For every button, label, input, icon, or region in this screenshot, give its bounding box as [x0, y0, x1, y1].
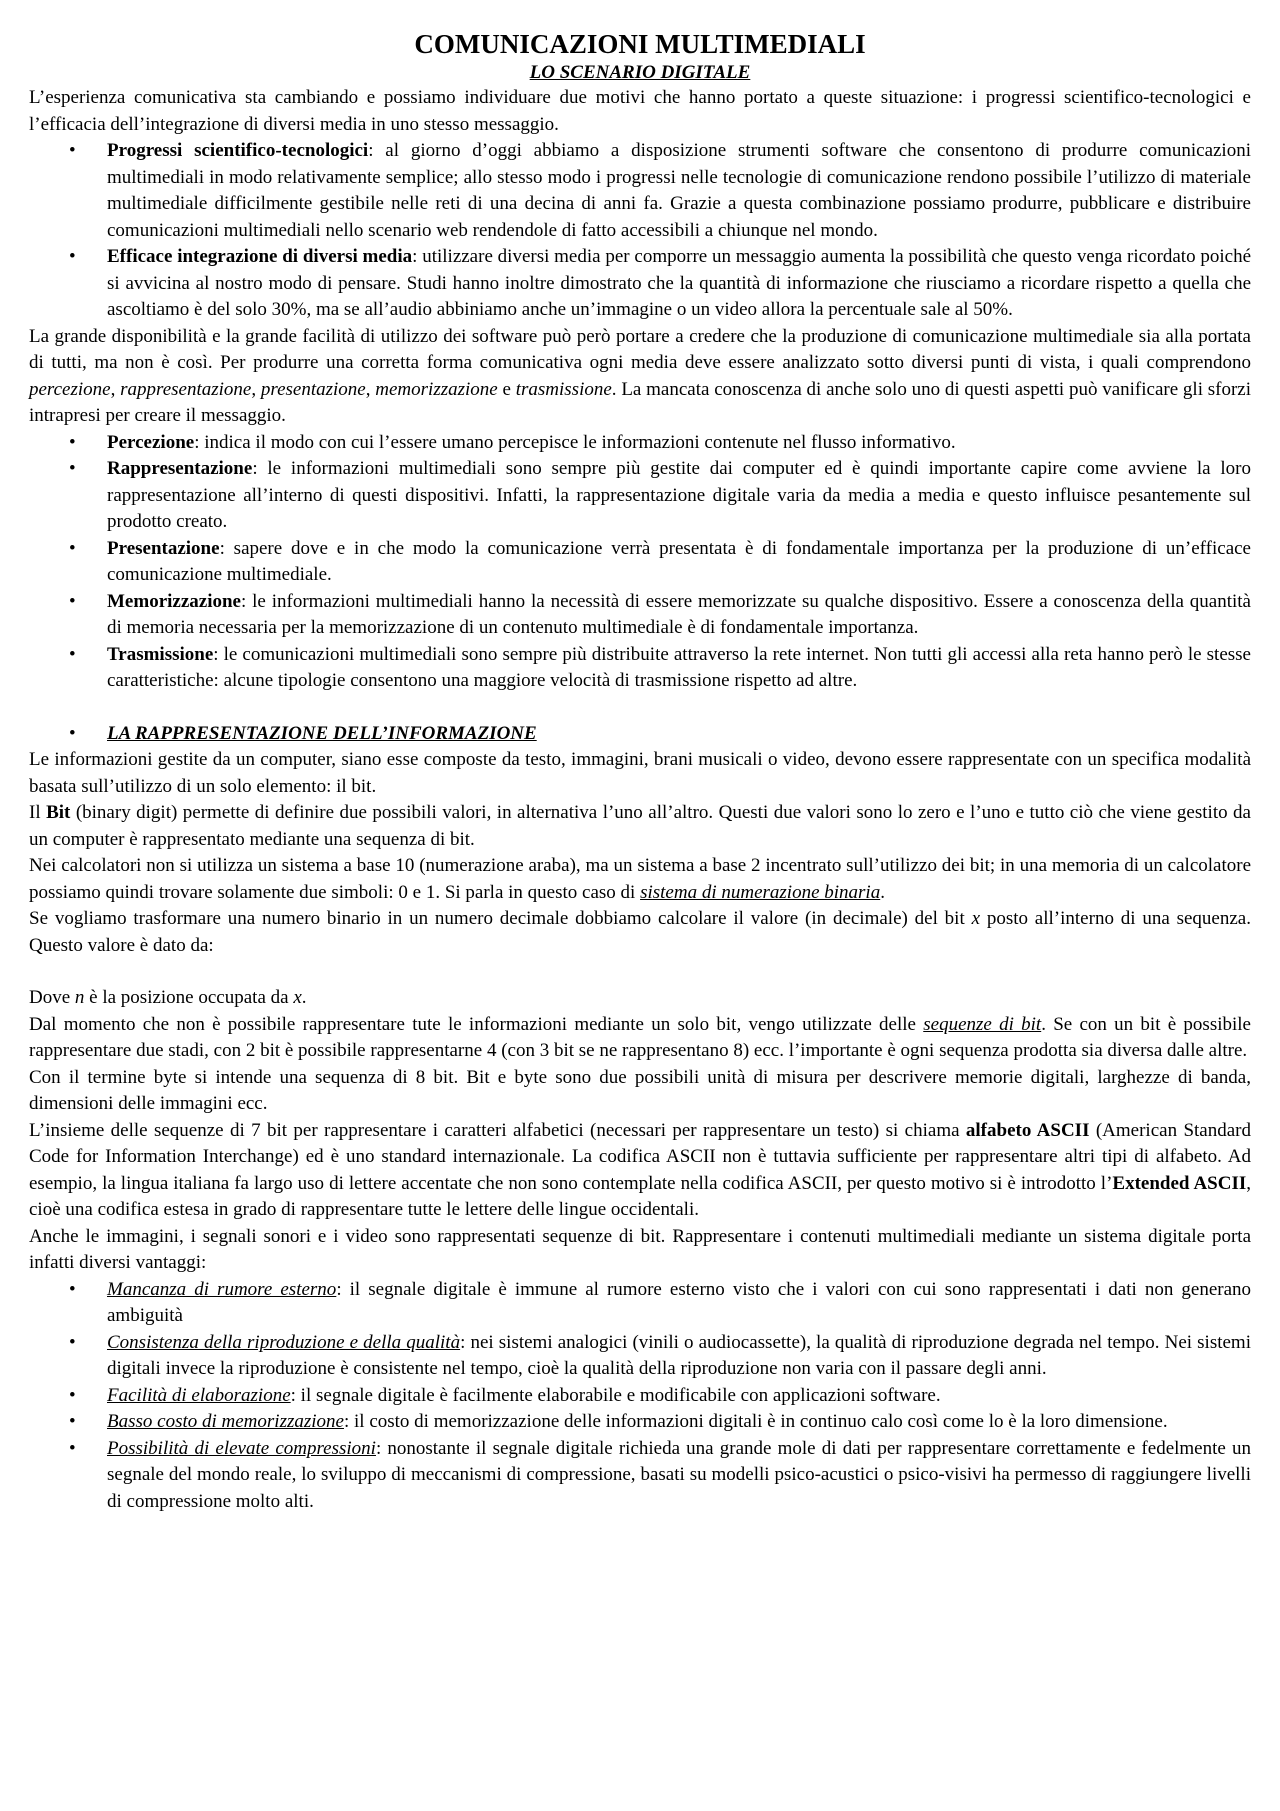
list-item-term: Possibilità di elevate compressioni	[107, 1437, 376, 1459]
advantages-intro-paragraph: Anche le immagini, i segnali sonori e i video sono rappresentati sequenze di bit. Rappresentare i contenuti multimediali mediante un sistema digitale porta infatti diversi vantaggi:	[29, 1225, 1251, 1273]
list-item-term: Facilità di elaborazione	[107, 1384, 291, 1406]
list-item-text: : le informazioni multimediali sono sempre più gestite dai computer ed è quindi importante capire come avviene la loro rappresentazione all’interno di questi dispositivi. Infatti, la rappresentazione digitale varia da media a media e questo influisce pesantemente sul prodotto creato.	[107, 458, 1251, 532]
list-item-term: Percezione	[107, 431, 195, 453]
list-item-text: : nei sistemi analogici (vinili o audiocassette), la qualità di riproduzione degrada nel tempo. Nei sistemi digitali invece la riproduzione è consistente nel tempo, cioè la qualità della riproduzione non varia con il passare degli anni.	[107, 1331, 1251, 1379]
list-item	[29, 1330, 1251, 1383]
list-item	[29, 1277, 1251, 1330]
list-item	[29, 1436, 1251, 1516]
list-item	[29, 244, 1251, 324]
paragraph-text: ,	[365, 378, 376, 400]
list-item-term: Presentazione	[107, 537, 220, 559]
section-heading	[29, 721, 1251, 748]
paragraph-text: ,	[251, 378, 261, 400]
conversion-paragraph	[29, 906, 1251, 959]
paragraph-text: e	[497, 378, 516, 400]
paragraph-text: .	[880, 881, 885, 903]
bold-term: alfabeto ASCII	[965, 1119, 1090, 1141]
advantages-list	[29, 1277, 1251, 1516]
list-item-term: Rappresentazione	[107, 458, 253, 479]
list-item	[29, 1409, 1251, 1436]
binary-system-paragraph	[29, 853, 1251, 906]
ascii-paragraph	[29, 1118, 1251, 1224]
bit-sequences-paragraph	[29, 1012, 1251, 1065]
italic-term: presentazione	[260, 378, 366, 400]
paragraph-text: Nei calcolatori non si utilizza un sistema a base 10 (numerazione araba), ma un sistema a base 2 incentrato sull’utilizzo dei bit; in una memoria di un calcolatore possiamo quindi trovare solamente due simboli: 0 e 1. Si parla in questo caso di	[29, 855, 1251, 903]
paragraph-text: .	[301, 987, 307, 1008]
aspects-list	[29, 430, 1251, 695]
paragraph-text: è la posizione occupata da	[84, 987, 294, 1008]
list-item	[29, 642, 1251, 695]
paragraph-text: La grande disponibilità e la grande facilità di utilizzo dei software può però portare a credere che la produzione di comunicazione multimediale sia alla portata di tutti, ma non è così. Per produrre una corretta forma comunicativa ogni media deve essere analizzato sotto diversi punti di vista, i quali comprendono	[29, 325, 1251, 373]
list-item-text: : le comunicazioni multimediali sono sempre più distribuite attraverso la rete internet. Non tutti gli accessi alla reta hanno però le stesse caratteristiche: alcune tipologie consentono una maggiore velocità di trasmissione rispetto ad altre.	[107, 643, 1251, 691]
list-item-term: Basso costo di memorizzazione	[107, 1411, 344, 1432]
paragraph-text: (American Standard Code for Information Interchange) ed è uno standard internazionale. La codifica ASCII non è tuttavia sufficiente per rappresentare altri tipi di alfabeto. Ad esempio, la lingua italiana fa largo uso di lettere accentate che non sono contemplate nella codifica ASCII, per questo motivo si è introdotto l’	[29, 1119, 1251, 1194]
section-heading-list	[29, 721, 1251, 748]
paragraph-text: , cioè una codifica estesa in grado di rappresentare tutte le lettere delle lingue occidentali.	[29, 1172, 1251, 1220]
paragraph-text: . La mancata conoscenza di anche solo uno di questi aspetti può vanificare gli sforzi intrapresi per creare il messaggio.	[29, 378, 1252, 426]
list-item-text: : indica il modo con cui l’essere umano percepisce le informazioni contenute nel flusso informativo.	[194, 431, 956, 453]
formula-space	[29, 959, 1251, 985]
bold-term: Extended ASCII	[1112, 1172, 1247, 1194]
list-item-text: : il costo di memorizzazione delle informazioni digitali è in continuo calo così come lo è la loro dimensione.	[343, 1411, 1168, 1432]
intro-paragraph: L’esperienza comunicativa sta cambiando e possiamo individuare due motivi che hanno portato a queste situazione: i progressi scientifico-tecnologici e l’efficacia dell’integrazione di diversi media in uno stesso messaggio.	[29, 87, 1251, 135]
variable-x: x	[971, 908, 980, 929]
list-item-text: : sapere dove e in che modo la comunicazione verrà presentata è di fondamentale importanza per la produzione di un’efficace comunicazione multimediale.	[107, 537, 1251, 585]
paragraph-text: posto all’interno di una sequenza. Questo valore è dato da:	[29, 908, 1251, 956]
byte-paragraph: Con il termine byte si intende una sequenza di 8 bit. Bit e byte sono due possibili unità di misura per descrivere memorie digitali, larghezze di banda, dimensioni delle immagini ecc.	[29, 1066, 1251, 1114]
list-item	[29, 430, 1251, 457]
list-item-term: Progressi scientifico-tecnologici	[107, 140, 369, 161]
list-item-text: : al giorno d’oggi abbiamo a disposizione strumenti software che consentono di produrre comunicazioni multimediali in modo relativamente semplice; allo stesso modo i progressi nelle tecnologie di comunicazione rendono possibile l’utilizzo di materiale multimediale difficilmente gestibile nelle reti di una decina di anni fa. Grazie a questa combinazione possiamo produrre, pubblicare e distribuire comunicazioni multimediali nello scenario web rendendole di fatto accessibili a chiunque nel mondo.	[107, 140, 1251, 241]
document-subtitle: LO SCENARIO DIGITALE	[529, 62, 751, 83]
list-item-text: : nonostante il segnale digitale richieda una grande mole di dati per rappresentare correttamente e fedelmente un segnale del mondo reale, lo sviluppo di meccanismi di compressione, basati su modelli psico-acustici o psico-visivi ha permesso di raggiungere livelli di compressione molto alti.	[107, 1437, 1251, 1512]
spacer	[29, 695, 1251, 721]
list-item	[29, 138, 1251, 244]
italic-term: memorizzazione	[375, 378, 498, 400]
italic-term: percezione	[29, 378, 111, 400]
bold-term: Bit	[46, 802, 71, 823]
underlined-term: sistema di numerazione binaria	[640, 881, 881, 903]
underlined-term: sequenze di bit	[923, 1013, 1042, 1035]
motives-list	[29, 138, 1251, 324]
aspects-paragraph	[29, 324, 1251, 430]
list-item-text: : il segnale digitale è immune al rumore esterno visto che i valori con cui sono rappresentati i dati non generano ambiguità	[107, 1278, 1252, 1326]
variable-n: n	[74, 987, 85, 1008]
variable-x: x	[293, 987, 302, 1008]
paragraph-text: (binary digit) permette di definire due possibili valori, in alternativa l’uno all’altro. Questi due valori sono lo zero e l’uno e tutto ciò che viene gestito da un computer è rappresentato mediante una sequenza di bit.	[29, 802, 1251, 850]
list-item	[29, 536, 1251, 589]
section-heading-text: LA RAPPRESENTAZIONE DELL’INFORMAZIONE	[107, 722, 537, 744]
paragraph-text: L’insieme delle sequenze di 7 bit per rappresentare i caratteri alfabetici (necessari per rappresentare un testo) si chiama	[29, 1119, 966, 1141]
list-item	[29, 589, 1251, 642]
paragraph-text: ,	[110, 378, 121, 400]
list-item-term: Consistenza della riproduzione e della qualità	[107, 1331, 461, 1353]
paragraph-text: Dove	[29, 987, 75, 1008]
document-title: COMUNICAZIONI MULTIMEDIALI	[414, 29, 866, 59]
bit-definition-paragraph	[29, 800, 1251, 853]
paragraph-text: . Se con un bit è possibile rappresentare due stadi, con 2 bit è possibile rappresentarne 4 (con 3 bit se ne rappresentano 8) ecc. l’importante è ogni sequenza prodotta sia diversa dalle altre.	[29, 1013, 1251, 1061]
list-item-text: : utilizzare diversi media per comporre un messaggio aumenta la possibilità che questo venga ricordato poiché si avvicina al nostro modo di pensare. Studi hanno inoltre dimostrato che la quantità di informazione che riusciamo a ricordare rispetto a quella che ascoltiamo è del solo 30%, ma se all’audio abbiniamo anche un’immagine o un video allora la percentuale sale al 50%.	[107, 246, 1252, 320]
list-item	[29, 456, 1251, 536]
paragraph-text: Dal momento che non è possibile rappresentare tute le informazioni mediante un solo bit, vengo utilizzate delle	[29, 1013, 924, 1035]
list-item-term: Memorizzazione	[107, 590, 241, 612]
italic-term: rappresentazione	[120, 378, 252, 400]
list-item-term: Efficace integrazione di diversi media	[107, 246, 413, 267]
list-item-term: Trasmissione	[107, 643, 214, 665]
bit-intro-paragraph: Le informazioni gestite da un computer, siano esse composte da testo, immagini, brani musicali o video, devono essere rappresentate con un specifica modalità basata sull’utilizzo di un solo elemento: il bit.	[29, 749, 1251, 797]
list-item-term: Mancanza di rumore esterno	[107, 1278, 337, 1300]
paragraph-text: Se vogliamo trasformare una numero binario in un numero decimale dobbiamo calcolare il valore (in decimale) del bit	[29, 908, 972, 929]
paragraph-text: Il	[29, 802, 47, 823]
list-item	[29, 1383, 1251, 1410]
italic-term: trasmissione	[515, 378, 612, 400]
list-item-text: : le informazioni multimediali hanno la necessità di essere memorizzate su qualche dispositivo. Essere a conoscenza della quantità di memoria necessaria per la memorizzazione di un contenuto multimediale è di fondamentale importanza.	[107, 590, 1251, 638]
position-paragraph	[29, 985, 1251, 1012]
list-item-text: : il segnale digitale è facilmente elaborabile e modificabile con applicazioni software.	[290, 1384, 941, 1406]
